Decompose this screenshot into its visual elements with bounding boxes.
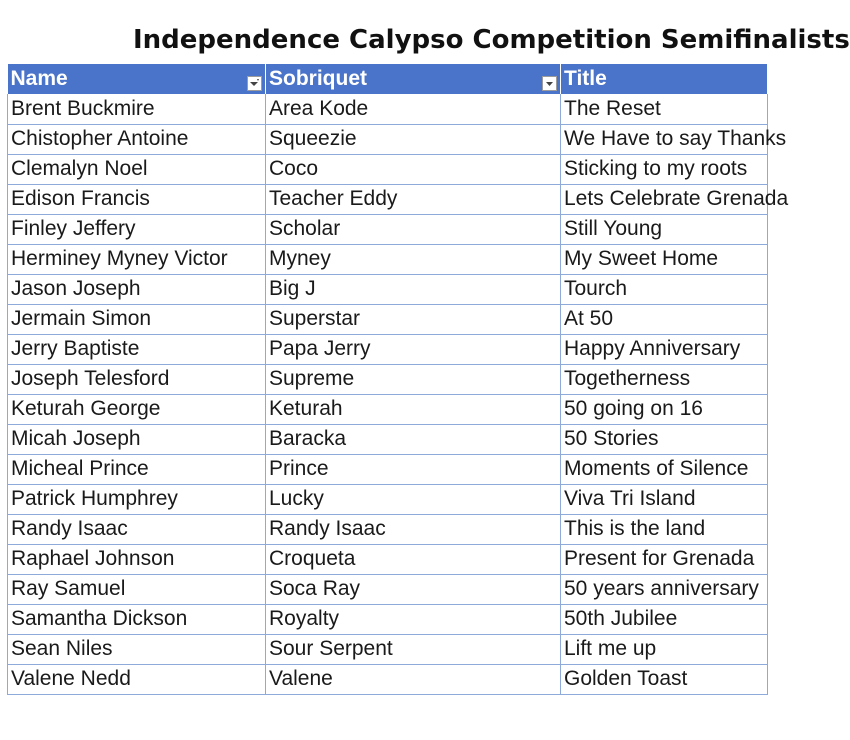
name-cell[interactable]: Keturah George: [8, 394, 266, 424]
sobriquet-cell[interactable]: Teacher Eddy: [266, 184, 561, 214]
table-row: [8, 364, 768, 394]
name-cell[interactable]: Patrick Humphrey: [8, 484, 266, 514]
song-title-cell[interactable]: Moments of Silence: [561, 454, 768, 484]
header-row: [8, 64, 768, 94]
sobriquet-cell[interactable]: Papa Jerry: [266, 334, 561, 364]
table-row: [8, 274, 768, 304]
sobriquet-cell[interactable]: Royalty: [266, 604, 561, 634]
song-title-cell[interactable]: Tourch: [561, 274, 768, 304]
sobriquet-cell[interactable]: Scholar: [266, 214, 561, 244]
song-title-cell[interactable]: Lift me up: [561, 634, 768, 664]
song-title-cell[interactable]: 50 years anniversary: [561, 574, 768, 604]
table-row: [8, 334, 768, 364]
table-row: [8, 244, 768, 274]
sobriquet-cell[interactable]: Sour Serpent: [266, 634, 561, 664]
name-cell[interactable]: Clemalyn Noel: [8, 154, 266, 184]
song-title-cell[interactable]: At 50: [561, 304, 768, 334]
sobriquet-cell[interactable]: Supreme: [266, 364, 561, 394]
name-cell[interactable]: Joseph Telesford: [8, 364, 266, 394]
sobriquet-cell[interactable]: Keturah: [266, 394, 561, 424]
name-cell[interactable]: Jason Joseph: [8, 274, 266, 304]
table-row: [8, 604, 768, 634]
table-row: [8, 154, 768, 184]
name-cell[interactable]: Chistopher Antoine: [8, 124, 266, 154]
table-row: [8, 94, 768, 124]
column-header-title[interactable]: [561, 64, 768, 94]
table-row: [8, 664, 768, 694]
table-row: [8, 184, 768, 214]
song-title-cell[interactable]: Lets Celebrate Grenada: [561, 184, 768, 214]
sobriquet-cell[interactable]: Big J: [266, 274, 561, 304]
table-row: [8, 394, 768, 424]
table-row: [8, 454, 768, 484]
name-cell[interactable]: Herminey Myney Victor: [8, 244, 266, 274]
song-title-cell[interactable]: 50th Jubilee: [561, 604, 768, 634]
song-title-cell[interactable]: Happy Anniversary: [561, 334, 768, 364]
name-cell[interactable]: Jermain Simon: [8, 304, 266, 334]
table-row: [8, 424, 768, 454]
sobriquet-cell[interactable]: Valene: [266, 664, 561, 694]
name-cell[interactable]: Samantha Dickson: [8, 604, 266, 634]
sobriquet-cell[interactable]: Area Kode: [266, 94, 561, 124]
table-row: [8, 214, 768, 244]
table-body: [8, 94, 789, 694]
song-title-cell[interactable]: 50 going on 16: [561, 394, 768, 424]
sobriquet-cell[interactable]: Lucky: [266, 484, 561, 514]
name-cell[interactable]: Sean Niles: [8, 634, 266, 664]
filter-dropdown-icon[interactable]: [542, 76, 557, 91]
sobriquet-cell[interactable]: Baracka: [266, 424, 561, 454]
sobriquet-cell[interactable]: Coco: [266, 154, 561, 184]
song-title-cell[interactable]: Togetherness: [561, 364, 768, 394]
name-cell[interactable]: Micheal Prince: [8, 454, 266, 484]
song-title-cell[interactable]: 50 Stories: [561, 424, 768, 454]
column-header-label: Name: [10, 67, 68, 90]
sheet-title: Independence Calypso Competition Semifinalists: [133, 25, 850, 55]
name-cell[interactable]: Micah Joseph: [8, 424, 266, 454]
song-title-cell[interactable]: Sticking to my roots: [561, 154, 768, 184]
table-row: [8, 484, 768, 514]
name-cell[interactable]: Raphael Johnson: [8, 544, 266, 574]
sobriquet-cell[interactable]: Prince: [266, 454, 561, 484]
table-row: [8, 634, 768, 664]
name-cell[interactable]: Ray Samuel: [8, 574, 266, 604]
song-title-cell[interactable]: Golden Toast: [561, 664, 768, 694]
table-row: [8, 514, 768, 544]
song-title-cell[interactable]: Present for Grenada: [561, 544, 768, 574]
sobriquet-cell[interactable]: Squeezie: [266, 124, 561, 154]
sobriquet-cell[interactable]: Soca Ray: [266, 574, 561, 604]
name-cell[interactable]: Randy Isaac: [8, 514, 266, 544]
sort-filter-icon[interactable]: [247, 76, 262, 91]
song-title-cell[interactable]: The Reset: [561, 94, 768, 124]
column-header-name[interactable]: [8, 64, 266, 94]
name-cell[interactable]: Finley Jeffery: [8, 214, 266, 244]
name-cell[interactable]: Brent Buckmire: [8, 94, 266, 124]
name-cell[interactable]: Valene Nedd: [8, 664, 266, 694]
table-row: [8, 124, 768, 154]
name-cell[interactable]: Edison Francis: [8, 184, 266, 214]
sobriquet-cell[interactable]: Superstar: [266, 304, 561, 334]
table-row: [8, 304, 768, 334]
column-header-label: Title: [564, 67, 607, 90]
song-title-cell[interactable]: This is the land: [561, 514, 768, 544]
table-row: [8, 544, 768, 574]
column-header-label: Sobriquet: [269, 67, 367, 90]
sobriquet-cell[interactable]: Randy Isaac: [266, 514, 561, 544]
sobriquet-cell[interactable]: Croqueta: [266, 544, 561, 574]
song-title-cell[interactable]: My Sweet Home: [561, 244, 768, 274]
sobriquet-cell[interactable]: Myney: [266, 244, 561, 274]
column-header-sobriquet[interactable]: [266, 64, 561, 94]
name-cell[interactable]: Jerry Baptiste: [8, 334, 266, 364]
song-title-cell[interactable]: We Have to say Thanks: [561, 124, 768, 154]
table-row: [8, 574, 768, 604]
song-title-cell[interactable]: Still Young: [561, 214, 768, 244]
song-title-cell[interactable]: Viva Tri Island: [561, 484, 768, 514]
semifinalists-table: [7, 64, 789, 695]
